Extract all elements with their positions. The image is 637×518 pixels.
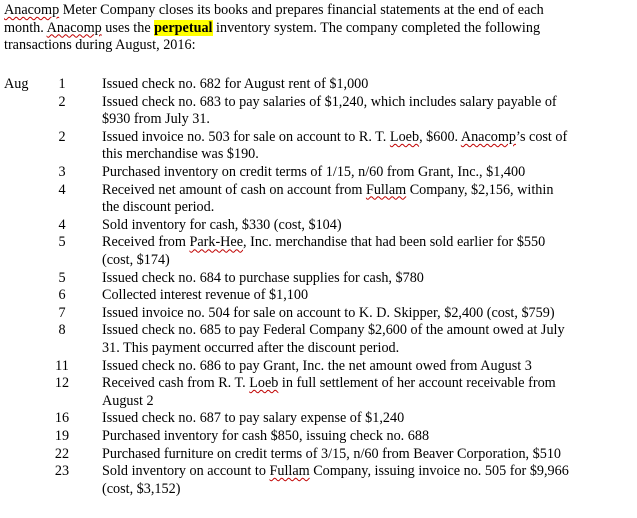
description-line: $930 from July 31. — [102, 111, 210, 128]
intro-text: inventory system. The company completed the following — [212, 19, 541, 36]
transaction-description — [102, 375, 632, 410]
underlined-name: Anacomp — [460, 128, 517, 145]
transaction-day: 8 — [58, 322, 66, 339]
transaction-day: 22 — [54, 445, 70, 462]
description-line: Purchased furniture on credit terms of 3/15, n/60 from Beaver Corporation, $510 — [102, 445, 562, 462]
transaction-day: 3 — [58, 164, 66, 180]
description-line: Issued check no. 682 for August rent of $1,000 — [102, 76, 369, 92]
transaction-description — [102, 322, 632, 357]
description-line: August 2 — [102, 392, 154, 409]
transaction-description — [102, 234, 632, 269]
intro-text: uses the — [101, 19, 155, 36]
transaction-description — [102, 287, 632, 305]
transaction-day: 16 — [54, 410, 70, 427]
transaction-day: 5 — [58, 234, 66, 251]
transaction-description — [102, 270, 632, 288]
transaction-description — [102, 94, 632, 129]
description-line: Issued check no. 686 to pay Grant, Inc. the net amount owed from August 3 — [102, 357, 532, 374]
underlined-name: Park-Hee — [189, 234, 244, 251]
intro-paragraph — [4, 2, 634, 55]
description-line: (cost, $3,152) — [102, 480, 181, 497]
transaction-day: 7 — [58, 304, 66, 321]
transaction-description — [102, 410, 632, 428]
transaction-description — [102, 446, 632, 464]
description-line: Issued check no. 683 to pay salaries of $1,240, which includes salary payable of — [102, 93, 557, 110]
description-line: Purchased inventory for cash $850, issuing check no. 688 — [102, 428, 430, 444]
transaction-description — [102, 305, 632, 323]
transaction-day: 4 — [58, 216, 66, 233]
description-line: this merchandise was $190. — [102, 146, 259, 163]
description-line: Issued invoice no. 504 for sale on account to K. D. Skipper, $2,400 (cost, $759) — [102, 304, 555, 321]
company-name: Anacomp — [46, 19, 102, 36]
description-line: Received cash from R. T. Loeb in full settlement of her account receivable from — [102, 375, 556, 392]
underlined-name: Fullam — [365, 181, 407, 198]
transaction-day: 4 — [58, 181, 66, 198]
description-line: Collected interest revenue of $1,100 — [102, 287, 309, 304]
description-line: Sold inventory for cash, $330 (cost, $104) — [102, 216, 342, 233]
description-line: Received net amount of cash on account from Fullam Company, $2,156, within — [102, 181, 554, 198]
transaction-description — [102, 76, 632, 94]
description-line: Sold inventory on account to Fullam Company, issuing invoice no. 505 for $9,966 — [102, 463, 569, 480]
description-line: Issued check no. 687 to pay salary expense of $1,240 — [102, 410, 405, 427]
intro-line-2 — [4, 20, 634, 38]
description-line: Purchased inventory on credit terms of 1/15, n/60 from Grant, Inc., $1,400 — [102, 164, 526, 180]
intro-text: Meter Company closes its books and prepares financial statements at the end of each — [59, 2, 544, 18]
highlighted-term: perpetual — [154, 19, 213, 36]
transaction-description — [102, 129, 632, 164]
transaction-day: 2 — [58, 93, 66, 110]
description-line: 31. This payment occurred after the discount period. — [102, 339, 400, 356]
transaction-day: 12 — [54, 375, 70, 392]
transaction-day: 11 — [55, 357, 69, 374]
description-line: Issued check no. 685 to pay Federal Company $2,600 of the amount owed at July — [102, 322, 565, 339]
transaction-description — [102, 358, 632, 376]
transaction-day: 23 — [54, 463, 70, 480]
description-line: (cost, $174) — [102, 251, 170, 268]
transaction-day: 6 — [58, 287, 66, 304]
transaction-description — [102, 164, 632, 182]
underlined-name: Fullam — [269, 463, 310, 480]
transaction-description — [102, 463, 632, 498]
transaction-day: 19 — [54, 428, 70, 444]
intro-line-1 — [4, 2, 634, 20]
description-line: the discount period. — [102, 199, 215, 216]
intro-line-3: transactions during August, 2016: — [4, 37, 196, 54]
transaction-description — [102, 217, 632, 235]
underlined-name: Loeb — [389, 128, 420, 145]
underlined-name: Loeb — [249, 375, 279, 392]
transaction-day: 5 — [58, 269, 66, 286]
transaction-description — [102, 428, 632, 446]
description-line: Issued invoice no. 503 for sale on account to R. T. Loeb, $600. Anacomp’s cost of — [102, 128, 568, 145]
company-name: Anacomp — [4, 2, 60, 18]
transaction-description — [102, 182, 632, 217]
intro-text: month. — [4, 19, 47, 36]
month-label: Aug — [4, 76, 29, 92]
transaction-day: 1 — [58, 76, 66, 92]
description-line: Received from Park-Hee, Inc. merchandise that had been sold earlier for $550 — [102, 234, 546, 251]
transaction-day: 2 — [58, 128, 66, 145]
description-line: Issued check no. 684 to purchase supplies for cash, $780 — [102, 269, 424, 286]
